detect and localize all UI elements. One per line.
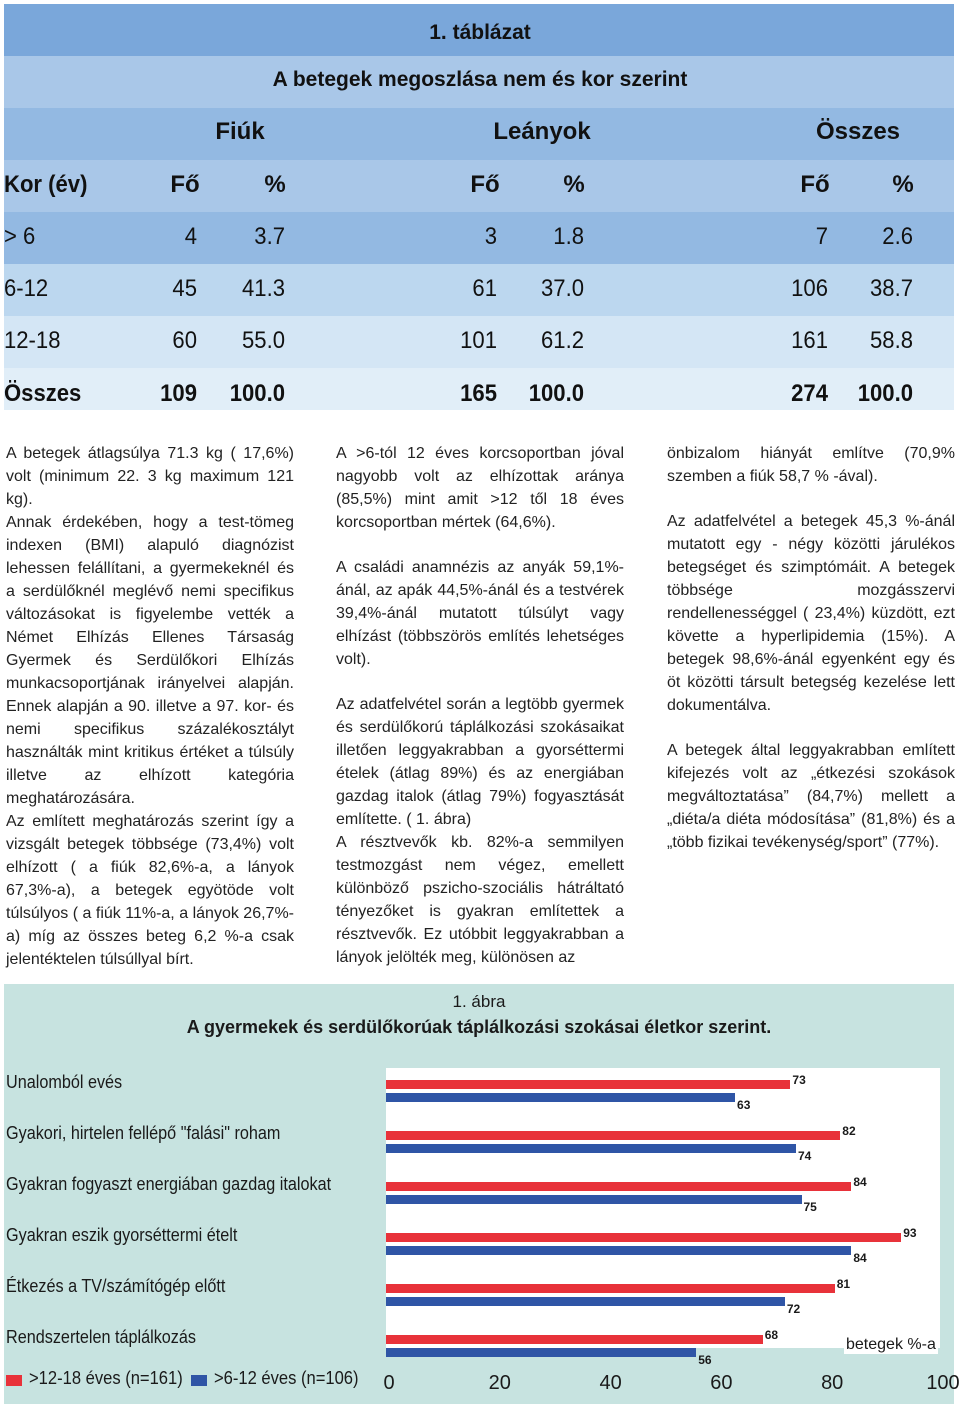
row-age: 12-18 [4,327,61,354]
paragraph: Annak érdekében, hogy a test-tömeg indexen (BMI) alapuló diagnózist lehessen felállítani, a gyermekeknél és a serdülőknél meglévő nemi specifikus változásokat is figyelembe vették a Német Elhízás Ellenes Társaság Gyermek és Serdülőkori Elhízás munkacsoportjának irányelvei alapján. Ennek alapján a 90. illetve a 97. kor- és nemi specifikus százalékosztályt használták mint kritikus értéket a túlsúly illetve az elhízott kategória meghatározására. [6,514,294,807]
cell-boys-pct: 3.7 [254,223,285,250]
col-header-total-pct: % [892,171,914,198]
cell-boys-n: 4 [184,223,197,250]
col-header-boys-pct: % [264,171,286,198]
cell-boys-pct: 55.0 [242,327,285,354]
paragraph: A családi anamnézis az anyák 59,1%-ánál, az apák 44,5%-ánál és a testvérek 39,4%-ánál mutatott túlsúlyt vagy elhízást (többszörös említés lehetséges volt). [336,559,624,668]
bar-12-18 [386,1233,901,1242]
data-label: 84 [853,1251,867,1265]
x-tick-label: 100 [926,1372,960,1394]
demographics-table [4,4,954,410]
figure-1 [4,984,960,1404]
bar-6-12 [386,1297,785,1306]
group-header-girls: Leányok [493,118,591,145]
data-label: 75 [803,1200,817,1214]
paragraph: A betegek által leggyakrabban említett kifejezés volt az „étkezési szokások megváltoztatása” (84,7%) mellett a „diéta/a diéta módosítása” (81,8%) és a „több fizikai tevékenység/sport” (77%). [667,742,955,851]
cell-total-pct: 2.6 [882,223,913,250]
category-label: Unalomból evés [6,1072,123,1092]
text-column-1 [6,442,294,971]
data-label: 73 [792,1073,806,1087]
category-label: Gyakran fogyaszt energiában gazdag italokat [6,1174,332,1194]
table-title: A betegek megoszlása nem és kor szerint [272,68,688,91]
col-header-boys-n: Fő [170,171,200,198]
cell-girls-pct: 37.0 [541,275,584,302]
paragraph: A >6-tól 12 éves korcsoportban jóval nagyobb volt az elhízottak aránya (85,5%) mint amit >12 től 18 éves korcsoportban mértek (64,6%). [336,445,624,531]
text-column-2 [336,442,624,969]
data-label: 72 [786,1302,801,1316]
row-age: 6-12 [4,275,49,302]
bar-12-18 [386,1284,835,1293]
col-header-girls-pct: % [563,171,585,198]
figure-number: 1. ábra [452,992,506,1011]
bar-6-12 [386,1144,796,1153]
bar-12-18 [386,1131,840,1140]
legend-swatch [6,1375,22,1386]
bar-12-18 [386,1182,851,1191]
paragraph: önbizalom hiányát említve (70,9% szemben a fiúk 58,7 % -ával). [667,445,955,485]
paragraph: Az említett meghatározás szerint így a vizsgált betegek többsége (73,4%) volt elhízott ( a fiúk 82,6%-a, a lányok 67,3%-a), a betegek egyötöde volt túlsúlyos ( a fiúk 11%-a, a lányok 26,7%-a) míg az összes beteg 6,2 %-a csak jelentéktelen túlsúllyal bírt. [6,813,294,968]
cell-girls-n: 101 [460,327,497,354]
category-label: Gyakran eszik gyorséttermi ételt [6,1225,238,1245]
bar-6-12 [386,1093,735,1102]
data-label: 84 [853,1175,867,1189]
cell-total-pct: 58.8 [870,327,913,354]
category-label: Étkezés a TV/számítógép előtt [6,1276,226,1296]
cell-boys-n: 45 [172,275,197,302]
table-number: 1. táblázat [429,21,531,44]
paragraph: A betegek átlagsúlya 71.3 kg ( 17,6%) volt (minimum 22. 3 kg maximum 121 kg). [6,445,294,508]
cell-total-n: 274 [791,380,828,407]
row-age: > 6 [4,223,36,250]
cell-total-n: 7 [815,223,828,250]
age-header: Kor (év) [4,171,88,198]
bar-plot-area [386,1068,940,1367]
cell-total-n: 161 [791,327,828,354]
col-header-girls-n: Fő [470,171,500,198]
cell-boys-pct: 100.0 [229,380,285,407]
total-row-label: Összes [4,380,82,407]
paragraph: Az adatfelvétel során a legtöbb gyermek és serdülőkorú táplálkozási szokásaikat illetően leggyakrabban a gyorséttermi ételek (átlag 89%) és az energiában gazdag italok (átlag 79%) fogyasztását említette. ( 1. ábra) [336,696,624,828]
cell-girls-pct: 61.2 [541,327,584,354]
data-label: 68 [764,1328,779,1342]
cell-boys-n: 60 [172,327,197,354]
table-band [4,212,954,264]
data-label: 81 [836,1277,851,1291]
cell-girls-pct: 1.8 [553,223,584,250]
cell-girls-n: 61 [472,275,497,302]
group-header-boys: Fiúk [215,118,265,145]
x-tick-label: 40 [599,1372,622,1394]
bar-6-12 [386,1195,802,1204]
table-band [4,108,954,160]
x-axis-unit-label: betegek %-a [846,1336,936,1353]
bar-12-18 [386,1335,763,1344]
paragraph: A résztvevők kb. 82%-a semmilyen testmozgást nem végez, emellett különböző pszicho-szociális hátráltató tényezőket is gyakran említettek a résztvevők. Ez utóbbit leggyakrabban a lányok jelölték meg, különösen az [336,834,624,966]
bar-12-18 [386,1080,790,1089]
figure-title: A gyermekek és serdülőkorúak táplálkozási szokásai életkor szerint. [186,1017,772,1037]
bar-6-12 [386,1348,696,1357]
cell-girls-n: 165 [460,380,497,407]
cell-total-n: 106 [791,275,828,302]
paragraph: Az adatfelvétel a betegek 45,3 %-ánál mutatott egy - négy közötti járulékos betegséget és szimptómáit. A betegek többsége mozgásszervi rendellenességgel ( 23,4%) küzdött, ezt követte a hyperlipidemia (15%). A betegek 98,6%-ánál egyenként egy és öt közötti társult betegség kezelése lett dokumentálva. [667,513,955,714]
x-tick-label: 0 [383,1372,395,1394]
legend-label: >12-18 éves (n=161) [29,1368,183,1388]
data-label: 93 [903,1226,917,1240]
category-label: Gyakori, hirtelen fellépő "falási" roham [6,1123,281,1143]
text-column-3 [667,442,955,854]
cell-girls-pct: 100.0 [528,380,584,407]
cell-boys-pct: 41.3 [242,275,285,302]
x-tick-label: 80 [821,1372,844,1394]
group-header-total: Összes [815,118,901,145]
col-header-total-n: Fő [800,171,830,198]
category-label: Rendszertelen táplálkozás [6,1327,197,1347]
x-tick-label: 60 [710,1372,733,1394]
bar-6-12 [386,1246,851,1255]
data-label: 82 [842,1124,856,1138]
x-tick-label: 20 [488,1372,511,1394]
legend-label: >6-12 éves (n=106) [214,1368,359,1388]
cell-total-pct: 100.0 [857,380,913,407]
cell-boys-n: 109 [160,380,197,407]
data-label: 63 [737,1098,751,1112]
data-label: 74 [797,1149,812,1163]
cell-total-pct: 38.7 [870,275,913,302]
data-label: 56 [698,1353,712,1367]
cell-girls-n: 3 [484,223,497,250]
legend-swatch [191,1375,207,1386]
